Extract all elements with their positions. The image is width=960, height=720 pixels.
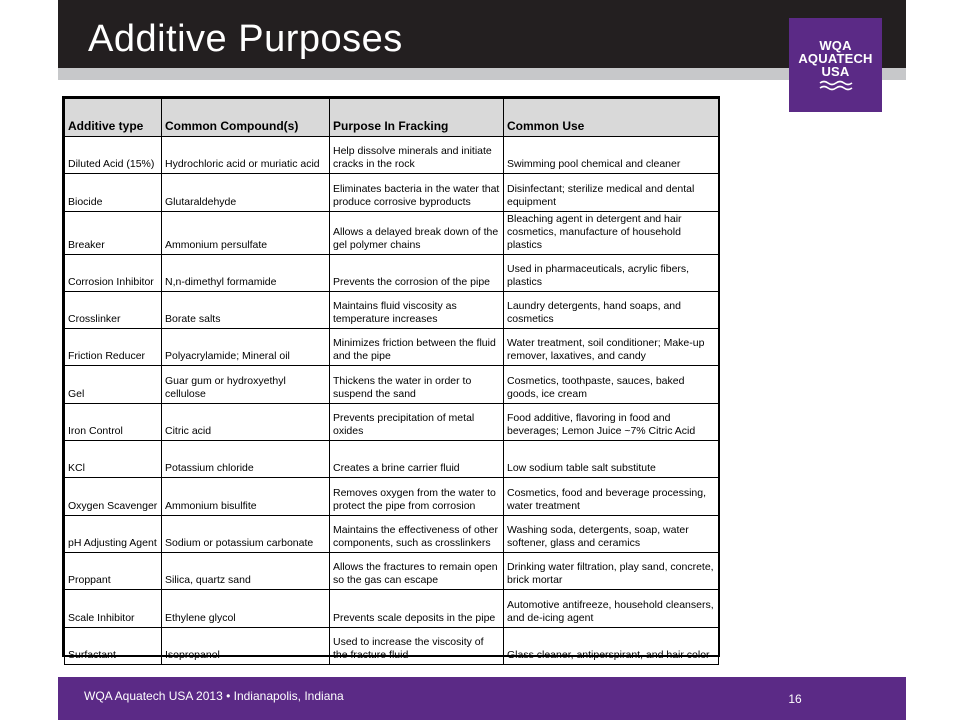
table-body	[65, 137, 719, 665]
table-cell: Proppant	[65, 552, 162, 589]
table-cell: Prevents the corrosion of the pipe	[330, 254, 504, 291]
table-cell: Prevents precipitation of metal oxides	[330, 403, 504, 440]
table-cell: Laundry detergents, hand soaps, and cosmetics	[504, 291, 719, 328]
table-row	[65, 552, 719, 589]
additive-table-container	[62, 96, 720, 661]
table-row	[65, 174, 719, 211]
table-cell: Polyacrylamide; Mineral oil	[162, 329, 330, 366]
table-cell: Biocide	[65, 174, 162, 211]
table-cell: Used to increase the viscosity of the fracture fluid	[330, 627, 504, 664]
slide-title: Additive Purposes	[88, 18, 403, 60]
table-cell: Disinfectant; sterilize medical and dental equipment	[504, 174, 719, 211]
table-cell: Guar gum or hydroxyethyl cellulose	[162, 366, 330, 403]
table-cell: Maintains fluid viscosity as temperature increases	[330, 291, 504, 328]
table-cell: Isopropanol	[162, 627, 330, 664]
table-cell: N,n-dimethyl formamide	[162, 254, 330, 291]
table-row	[65, 137, 719, 174]
additive-table	[64, 98, 719, 665]
table-cell: Citric acid	[162, 403, 330, 440]
table-row	[65, 211, 719, 254]
table-cell: Food additive, flavoring in food and beverages; Lemon Juice ~7% Citric Acid	[504, 403, 719, 440]
footer-text: WQA Aquatech USA 2013 • Indianapolis, Indiana	[84, 689, 344, 703]
table-cell: Borate salts	[162, 291, 330, 328]
table-row	[65, 627, 719, 664]
table-cell: Eliminates bacteria in the water that produce corrosive byproducts	[330, 174, 504, 211]
table-cell: Washing soda, detergents, soap, water softener, glass and ceramics	[504, 515, 719, 552]
table-row	[65, 329, 719, 366]
table-cell: Water treatment, soil conditioner; Make-up remover, laxatives, and candy	[504, 329, 719, 366]
table-cell: Cosmetics, toothpaste, sauces, baked goods, ice cream	[504, 366, 719, 403]
table-cell: Surfactant	[65, 627, 162, 664]
title-bar-underline	[58, 68, 906, 80]
table-cell: Iron Control	[65, 403, 162, 440]
table-cell: Thickens the water in order to suspend the sand	[330, 366, 504, 403]
table-cell: pH Adjusting Agent	[65, 515, 162, 552]
table-row	[65, 366, 719, 403]
table-cell: Prevents scale deposits in the pipe	[330, 590, 504, 627]
table-cell: Cosmetics, food and beverage processing, water treatment	[504, 478, 719, 515]
table-cell: Creates a brine carrier fluid	[330, 441, 504, 478]
table-cell: Ethylene glycol	[162, 590, 330, 627]
table-cell: Hydrochloric acid or muriatic acid	[162, 137, 330, 174]
table-cell: Diluted Acid (15%)	[65, 137, 162, 174]
table-cell: Friction Reducer	[65, 329, 162, 366]
table-row	[65, 291, 719, 328]
table-cell: Maintains the effectiveness of other components, such as crosslinkers	[330, 515, 504, 552]
table-cell: Automotive antifreeze, household cleansers, and de-icing agent	[504, 590, 719, 627]
table-cell: Bleaching agent in detergent and hair cosmetics, manufacture of household plastics	[504, 211, 719, 254]
table-cell: Help dissolve minerals and initiate cracks in the rock	[330, 137, 504, 174]
column-header: Purpose In Fracking	[330, 99, 504, 137]
water-waves-icon	[819, 80, 853, 92]
table-cell: Potassium chloride	[162, 441, 330, 478]
table-row	[65, 254, 719, 291]
table-cell: Glutaraldehyde	[162, 174, 330, 211]
logo-line-1: WQA	[819, 37, 852, 53]
table-cell: Ammonium persulfate	[162, 211, 330, 254]
table-cell: Sodium or potassium carbonate	[162, 515, 330, 552]
table-cell: Corrosion Inhibitor	[65, 254, 162, 291]
table-cell: Allows a delayed break down of the gel polymer chains	[330, 211, 504, 254]
table-cell: Low sodium table salt substitute	[504, 441, 719, 478]
table-cell: Swimming pool chemical and cleaner	[504, 137, 719, 174]
table-cell: Minimizes friction between the fluid and the pipe	[330, 329, 504, 366]
wqa-aquatech-logo	[789, 18, 882, 112]
table-cell: Glass cleaner, antiperspirant, and hair color	[504, 627, 719, 664]
column-header: Additive type	[65, 99, 162, 137]
logo-line-3: USA	[821, 63, 850, 79]
page-number: 16	[788, 692, 802, 706]
table-cell: Silica, quartz sand	[162, 552, 330, 589]
table-cell: Ammonium bisulfite	[162, 478, 330, 515]
table-row	[65, 441, 719, 478]
table-row	[65, 590, 719, 627]
table-row	[65, 515, 719, 552]
column-header: Common Compound(s)	[162, 99, 330, 137]
table-cell: KCl	[65, 441, 162, 478]
table-cell: Drinking water filtration, play sand, concrete, brick mortar	[504, 552, 719, 589]
table-cell: Used in pharmaceuticals, acrylic fibers, plastics	[504, 254, 719, 291]
table-row	[65, 478, 719, 515]
table-cell: Gel	[65, 366, 162, 403]
table-cell: Oxygen Scavenger	[65, 478, 162, 515]
table-cell: Removes oxygen from the water to protect the pipe from corrosion	[330, 478, 504, 515]
table-row	[65, 403, 719, 440]
table-cell: Breaker	[65, 211, 162, 254]
table-cell: Scale Inhibitor	[65, 590, 162, 627]
table-header-row	[65, 99, 719, 137]
table-cell: Crosslinker	[65, 291, 162, 328]
logo-line-2: AQUATECH	[798, 50, 873, 66]
table-cell: Allows the fractures to remain open so the gas can escape	[330, 552, 504, 589]
column-header: Common Use	[504, 99, 719, 137]
